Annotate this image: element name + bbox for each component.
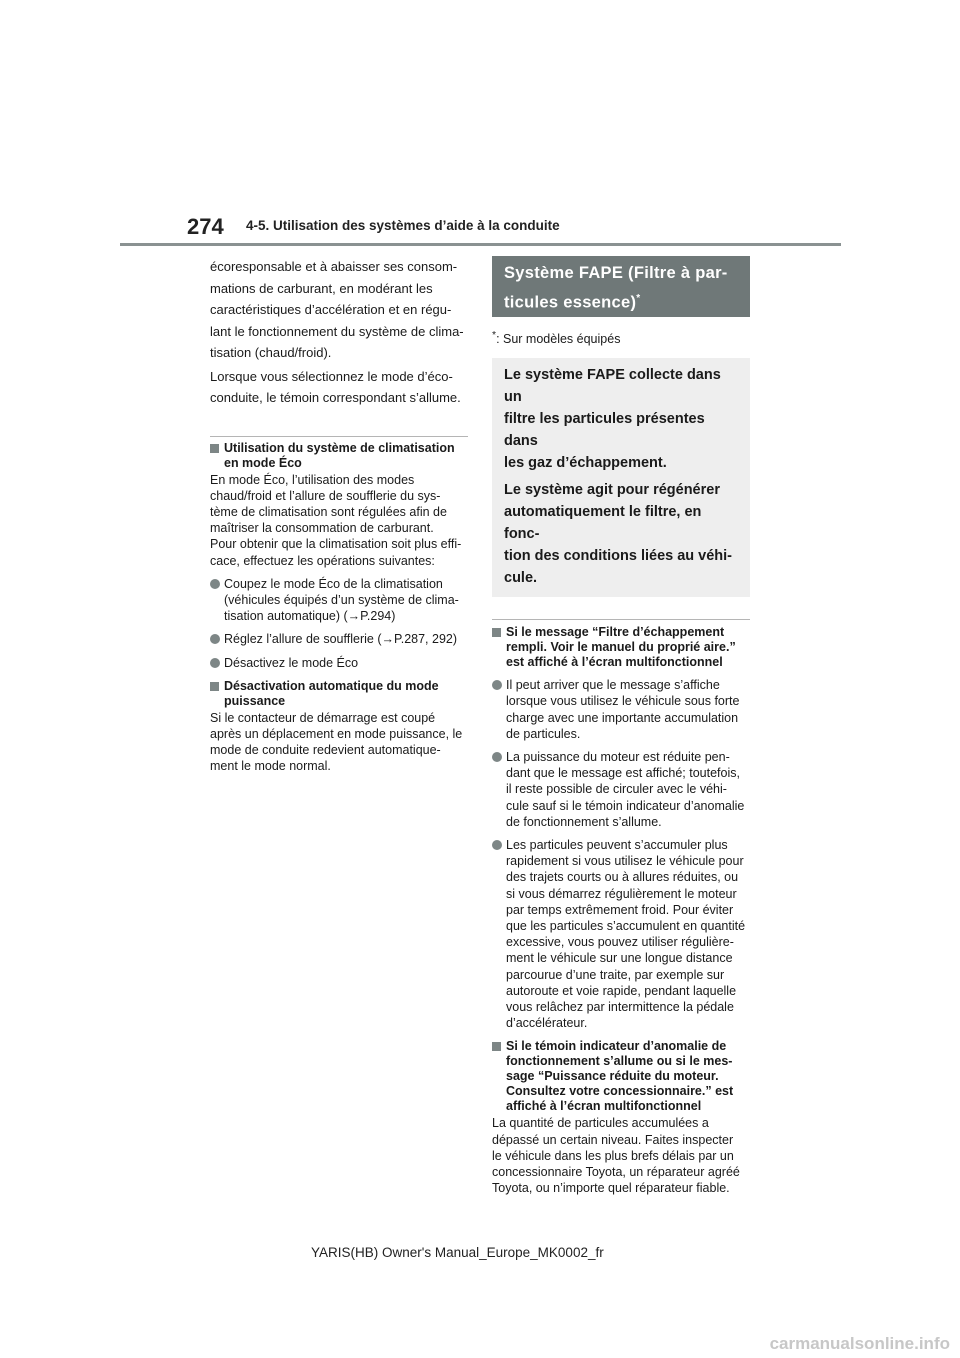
square-bullet-icon: [492, 1042, 501, 1051]
paragraph-malfunction-indicator: La quantité de particules accumulées a dépassé un certain niveau. Faites inspecter le véhicule dans les plus brefs délais par un concessionnaire Toyota, un réparateur agréé Toyota, ou n’importe quel réparateur fiable.: [492, 1116, 740, 1196]
bullet-item: Désactivez le mode Éco: [210, 655, 468, 671]
bullet-item: Les particules peuvent s’accumuler plus rapidement si vous utilisez le véhicule pour des trajets courts ou à allures réduites, ou si vous démarrez régulièrement le moteur par temps extrêmement froid. Pour éviter que les particules s’accumulent en quantité excessive, vous pouvez utiliser régulière- ment le véhicule sur une longue distance parcourue d’une traite, par exemple sur autoroute et voie rapide, pendant laquelle vous relâchez par intermittence la pédale d’accélérateur.: [492, 837, 750, 1031]
right-column: [492, 256, 750, 1196]
square-bullet-icon: [492, 628, 501, 637]
summary-box: Le système FAPE collecte dans un filtre les particules présentes dans les gaz d’échappement. Le système agit pour régénérer automatiquement le filtre, en fonc- tion des conditions liées au véhi- cule.: [492, 358, 750, 597]
section-divider: [210, 436, 468, 437]
circle-bullet-icon: [492, 752, 502, 762]
intro-text: écoresponsable et à abaisser ses consom- mations de carburant, en modérant les caractéristiques d’accélération et en régu- lant le fonctionnement du système de clima- tisation (chaud/froid). Lorsque vous sélectionnez le mode d’éco- conduite, le témoin correspondant s’allume.: [210, 259, 464, 405]
circle-bullet-icon: [210, 634, 220, 644]
bullet-item: Il peut arriver que le message s’affiche lorsque vous utilisez le véhicule sous forte charge avec une importante accumulation de particules.: [492, 677, 750, 742]
circle-bullet-icon: [210, 658, 220, 668]
bullet-item: Coupez le mode Éco de la climatisation (véhicules équipés d’un système de clima- tisation automatique) (→P.294): [210, 576, 468, 625]
watermark: carmanualsonline.info: [769, 1334, 950, 1353]
bullet-item: Réglez l’allure de soufflerie (→P.287, 292): [210, 631, 468, 647]
sub-heading-auto-power-off: Désactivation automatique du mode puissance: [210, 679, 468, 709]
sub-heading-malfunction-indicator: Si le témoin indicateur d’anomalie de fonctionnement s’allume ou si le mes- sage “Puissance réduite du moteur. Consultez votre concessionnaire.” est affiché à l’écran multifonctionnel: [492, 1039, 750, 1114]
section-title: 4-5. Utilisation des systèmes d’aide à la conduite: [246, 218, 560, 233]
header-rule: [120, 243, 841, 246]
paragraph-auto-power-off: Si le contacteur de démarrage est coupé après un déplacement en mode puissance, le mode de conduite redevient automatique- ment le mode normal.: [210, 710, 463, 774]
bullet-item: La puissance du moteur est réduite pen- dant que le message est affiché; toutefois, il reste possible de circuler avec le véhi- cule sauf si le témoin indicateur d’anomalie de fonctionnement s’allume.: [492, 749, 750, 830]
left-column: [210, 256, 468, 775]
sub-heading-filter-message: Si le message “Filtre d’échappement rempli. Voir le manuel du proprié aire.” est affiché à l’écran multifonctionnel: [492, 625, 750, 670]
footnote: *: Sur modèles équipés: [492, 330, 621, 347]
square-bullet-icon: [210, 444, 219, 453]
manual-footer: YARIS(HB) Owner's Manual_Europe_MK0002_fr: [311, 1245, 604, 1260]
section-divider: [492, 619, 750, 620]
paragraph-eco-climate: En mode Éco, l’utilisation des modes chaud/froid et l’allure de soufflerie du sys- tème de climatisation sont régulées afin de maîtriser la consommation de carburant. Pour obtenir que la climatisation soit plus effi- cace, effectuez les opérations suivantes:: [210, 472, 462, 568]
sub-heading-eco-climate: Utilisation du système de climatisation en mode Éco: [210, 441, 468, 471]
circle-bullet-icon: [210, 579, 220, 589]
circle-bullet-icon: [492, 680, 502, 690]
block-title-fape: Système FAPE (Filtre à par- ticules essence)*: [492, 256, 750, 317]
page-number: 274: [187, 214, 224, 239]
circle-bullet-icon: [492, 840, 502, 850]
square-bullet-icon: [210, 682, 219, 691]
